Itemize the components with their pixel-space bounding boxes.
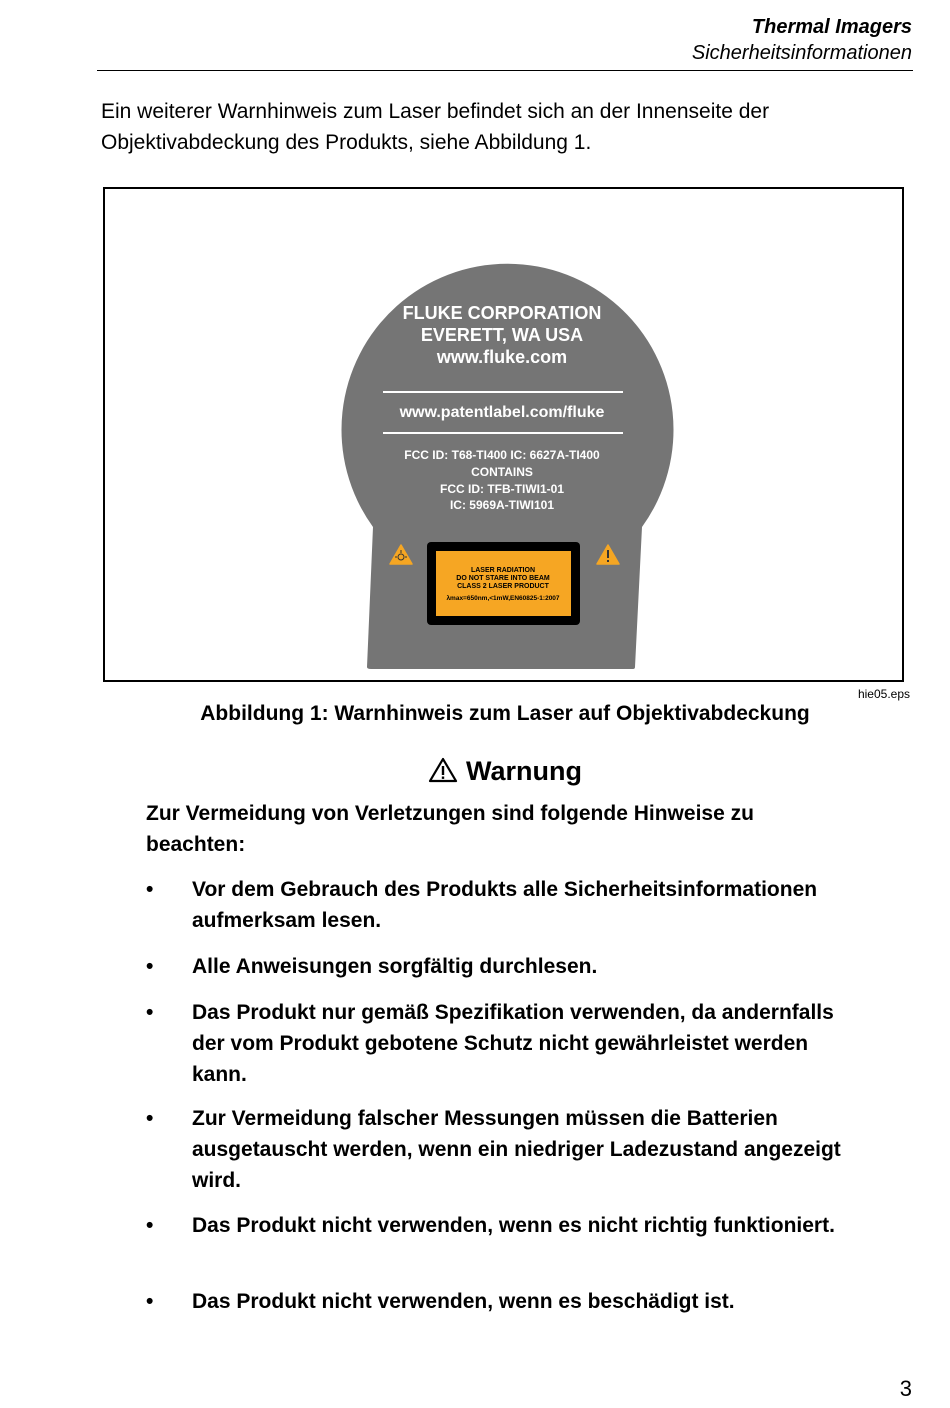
label-location: EVERETT, WA USA [420, 325, 584, 345]
figure-caption: Abbildung 1: Warnhinweis zum Laser auf Objektivabdeckung [200, 702, 810, 725]
list-item-text: Das Produkt nicht verwenden, wenn es nicht richtig funktioniert. [192, 1214, 835, 1237]
list-item-text: Das Produkt nur gemäß Spezifikation verwenden, da andernfalls der vom Produkt gebotene Schutz nicht gewährleistet werden kann. [192, 1001, 834, 1086]
label-fcc-id-1: FCC ID: T68-TI400 IC: 6627A-TI400 [404, 448, 600, 462]
bullet-dot: • [146, 1290, 154, 1313]
figure-file-reference: hie05.eps [857, 687, 910, 701]
list-item-text: Vor dem Gebrauch des Produkts alle Sicherheitsinformationen aufmerksam lesen. [192, 878, 818, 932]
label-patent: www.patentlabel.com/fluke [399, 404, 605, 421]
label-company: FLUKE CORPORATION [402, 303, 602, 323]
warning-intro: Zur Vermeidung von Verletzungen sind folgende Hinweise zu beachten: [146, 802, 754, 856]
bullet-dot: • [146, 1107, 154, 1130]
bullet-dot: • [146, 1001, 154, 1024]
lens-cover-label-illustration [105, 189, 902, 680]
warning-heading [0, 756, 950, 787]
warning-heading-text: Warnung [466, 756, 582, 786]
figure-frame [103, 187, 904, 682]
laser-radiation-sticker [427, 542, 580, 625]
list-item-text: Das Produkt nicht verwenden, wenn es beschädigt ist. [192, 1290, 735, 1313]
laser-line-3: CLASS 2 LASER PRODUCT [457, 583, 549, 590]
label-ic: IC: 5969A-TIWI101 [449, 498, 555, 512]
header-rule [97, 70, 913, 71]
warning-triangle-icon [428, 757, 458, 783]
bullet-dot: • [146, 1214, 154, 1237]
list-item-text: Zur Vermeidung falscher Messungen müssen die Batterien ausgetauscht werden, wenn ein niedriger Ladezustand angezeigt wird. [192, 1107, 841, 1192]
laser-line-4: λmax=650nm,<1mW,EN60825-1:2007 [446, 595, 560, 602]
bullet-dot: • [146, 955, 154, 978]
label-fcc-id-2: FCC ID: TFB-TIWI1-01 [440, 482, 564, 496]
label-website: www.fluke.com [436, 347, 568, 367]
header-subtitle: Sicherheitsinformationen [691, 42, 912, 64]
header-title: Thermal Imagers [751, 16, 912, 38]
bullet-dot: • [146, 878, 154, 901]
list-item-text: Alle Anweisungen sorgfältig durchlesen. [192, 955, 598, 978]
laser-line-2: DO NOT STARE INTO BEAM [456, 575, 550, 582]
intro-paragraph: Ein weiterer Warnhinweis zum Laser befindet sich an der Innenseite der Objektivabdeckung des Produkts, siehe Abbildung 1. [101, 100, 770, 154]
laser-line-1: LASER RADIATION [470, 567, 536, 574]
page-number: 3 [899, 1376, 912, 1401]
label-contains: CONTAINS [471, 465, 533, 479]
